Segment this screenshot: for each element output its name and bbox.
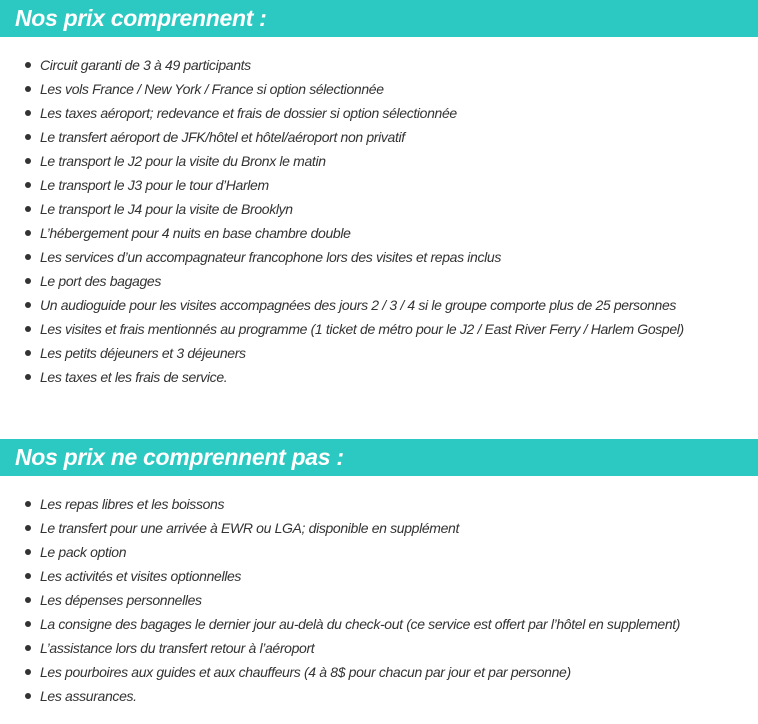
list-item [0,684,758,708]
list-item [0,564,758,588]
bullet-icon [25,134,31,140]
bullet-icon [25,549,31,555]
list-item [0,245,758,269]
list-item [0,197,758,221]
list-item [0,492,758,516]
bullet-icon [25,374,31,380]
list-item-text: Les dépenses personnelles [40,592,202,608]
bullet-icon [25,350,31,356]
list-item-text: Le transport le J3 pour le tour d’Harlem [40,177,269,193]
list-item-text: Circuit garanti de 3 à 49 participants [40,57,251,73]
bullet-icon [25,302,31,308]
list-item [0,125,758,149]
list-item-text: Le transfert pour une arrivée à EWR ou LGA; disponible en supplément [40,520,460,536]
list-item [0,341,758,365]
list-item [0,101,758,125]
list-item [0,173,758,197]
list-item [0,660,758,684]
list-item-text: La consigne des bagages le dernier jour au-delà du check-out (ce service est offert par l’hôtel en supplement) [40,616,681,632]
list-item-text: Les activités et visites optionnelles [40,568,242,584]
bullet-icon [25,669,31,675]
list-item [0,588,758,612]
list-item [0,365,758,389]
bullet-icon [25,621,31,627]
bullet-icon [25,110,31,116]
bullet-icon [25,62,31,68]
list-item [0,221,758,245]
list-item-text: Un audioguide pour les visites accompagnées des jours 2 / 3 / 4 si le groupe comporte plus de 25 personnes [40,297,677,313]
list-item [0,293,758,317]
excluded-list [0,492,758,708]
list-item-text: Les repas libres et les boissons [40,496,225,512]
list-item [0,636,758,660]
bullet-icon [25,206,31,212]
list-item-text: Les taxes et les frais de service. [40,369,228,385]
bullet-icon [25,693,31,699]
list-item-text: Le port des bagages [40,273,162,289]
list-item-text: Les services d’un accompagnateur francophone lors des visites et repas inclus [40,249,501,265]
list-item-text: Les vols France / New York / France si option sélectionnée [40,81,384,97]
bullet-icon [25,501,31,507]
excluded-section-header [0,439,758,476]
list-item [0,53,758,77]
list-item-text: Le transfert aéroport de JFK/hôtel et hôtel/aéroport non privatif [40,129,405,145]
included-list [0,53,758,389]
excluded-section-title: Nos prix ne comprennent pas : [15,444,344,470]
bullet-icon [25,525,31,531]
list-item [0,77,758,101]
list-item-text: Les taxes aéroport; redevance et frais de dossier si option sélectionnée [40,105,457,121]
bullet-icon [25,326,31,332]
list-item-text: Les petits déjeuners et 3 déjeuners [40,345,246,361]
list-item-text: Les assurances. [40,688,137,704]
list-item-text: Le transport le J4 pour la visite de Brooklyn [40,201,293,217]
list-item-text: Les visites et frais mentionnés au programme (1 ticket de métro pour le J2 / East River Ferry / Harlem Gospel) [40,321,684,337]
bullet-icon [25,278,31,284]
included-section-title: Nos prix comprennent : [15,5,267,31]
list-item-text: L’assistance lors du transfert retour à l’aéroport [40,640,315,656]
bullet-icon [25,597,31,603]
list-item [0,516,758,540]
bullet-icon [25,182,31,188]
list-item-text: Le pack option [40,544,127,560]
list-item-text: L’hébergement pour 4 nuits en base chambre double [40,225,351,241]
list-item [0,269,758,293]
bullet-icon [25,645,31,651]
bullet-icon [25,86,31,92]
list-item [0,540,758,564]
included-section-header [0,0,758,37]
list-item [0,149,758,173]
bullet-icon [25,573,31,579]
list-item-text: Le transport le J2 pour la visite du Bronx le matin [40,153,326,169]
bullet-icon [25,230,31,236]
bullet-icon [25,254,31,260]
list-item [0,612,758,636]
list-item-text: Les pourboires aux guides et aux chauffeurs (4 à 8$ pour chacun par jour et par personne) [40,664,571,680]
list-item [0,317,758,341]
bullet-icon [25,158,31,164]
